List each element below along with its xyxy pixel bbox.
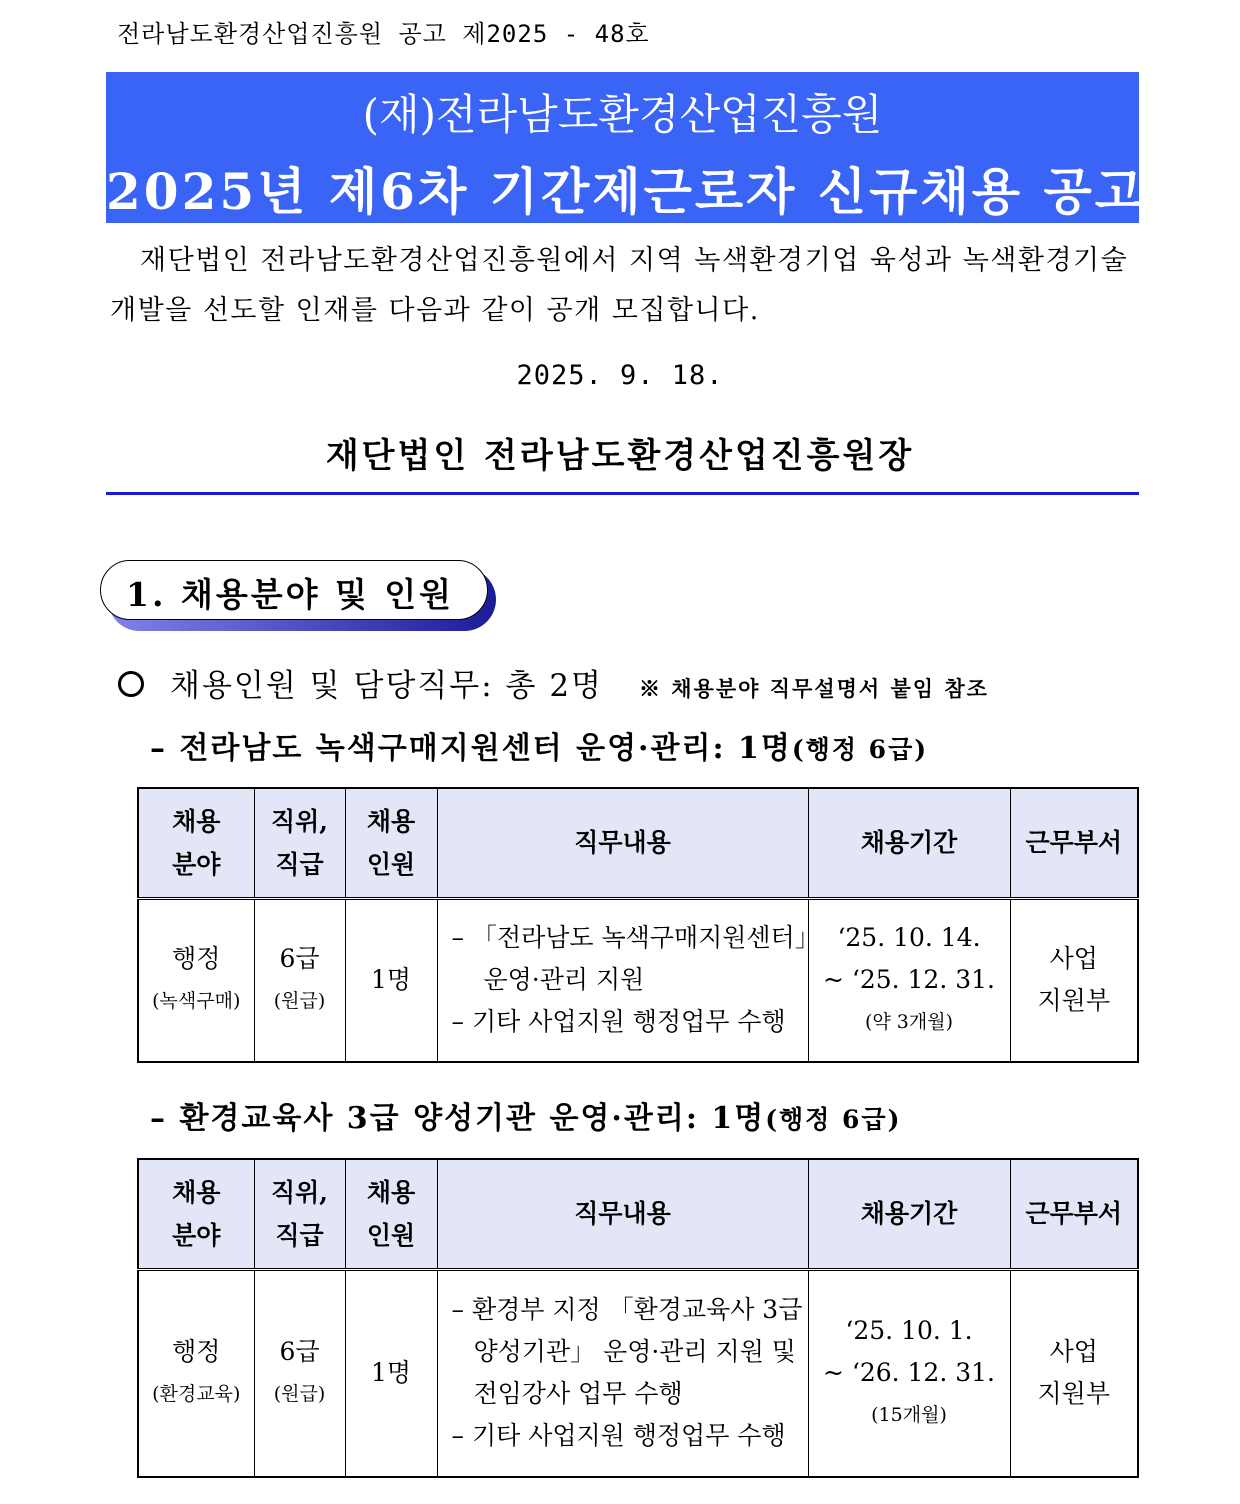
recruit-summary xyxy=(118,660,989,705)
notice-number: 전라남도환경산업진흥원 공고 제2025 - 48호 xyxy=(117,20,650,48)
header-dept: 근무부서 xyxy=(1010,1159,1138,1269)
header-rank: 직위, 직급 xyxy=(254,1159,345,1269)
issuer-name: 재단법인 전라남도환경산업진흥원장 xyxy=(325,436,915,476)
cell-count: 1명 xyxy=(345,898,437,1062)
position-subtitle-2 xyxy=(150,1093,901,1137)
header-period: 채용기간 xyxy=(808,788,1010,898)
header-count: 채용 인원 xyxy=(345,1159,437,1269)
header-dept: 근무부서 xyxy=(1010,788,1138,898)
position-subtitle-1 xyxy=(150,723,928,767)
cell-period: ‘25. 10. 14. ~ ‘25. 12. 31. (약 3개월) xyxy=(808,898,1010,1062)
cell-count: 1명 xyxy=(345,1269,437,1477)
position-table-2 xyxy=(137,1158,1139,1478)
circle-bullet-icon xyxy=(118,671,144,697)
header-field: 채용 분야 xyxy=(138,788,254,898)
header-duties: 직무내용 xyxy=(437,1159,808,1269)
header-duties: 직무내용 xyxy=(437,788,808,898)
position-subtitle-2-grade: (행정 6급) xyxy=(765,1105,902,1134)
cell-field: 행정 (환경교육) xyxy=(138,1269,254,1477)
header-count: 채용 인원 xyxy=(345,788,437,898)
header-rank: 직위, 직급 xyxy=(254,788,345,898)
divider xyxy=(106,492,1139,495)
cell-period: ‘25. 10. 1. ~ ‘26. 12. 31. (15개월) xyxy=(808,1269,1010,1477)
recruit-summary-text: 채용인원 및 담당직무: 총 2명 xyxy=(170,668,603,704)
intro-paragraph: 재단법인 전라남도환경산업진흥원에서 지역 녹색환경기업 육성과 녹색환경기술 개발을 선도할 인재를 다음과 같이 공개 모집합니다. xyxy=(110,245,1129,326)
notice-date: 2025. 9. 18. xyxy=(516,360,724,391)
cell-duties: – 「전라남도 녹색구매지원센터」 운영·관리 지원 – 기타 사업지원 행정업무 수행 xyxy=(437,898,808,1062)
title-banner xyxy=(106,72,1147,223)
cell-field: 행정 (녹색구매) xyxy=(138,898,254,1062)
cell-duties: – 환경부 지정 「환경교육사 3급 양성기관」 운영·관리 지원 및 전임강사 업무 수행 – 기타 사업지원 행정업무 수행 xyxy=(437,1269,808,1477)
banner-title: 2025년 제6차 기간제근로자 신규채용 공고 xyxy=(106,162,1147,221)
cell-dept: 사업 지원부 xyxy=(1010,898,1138,1062)
cell-rank: 6급 (원급) xyxy=(254,1269,345,1477)
header-period: 채용기간 xyxy=(808,1159,1010,1269)
cell-dept: 사업 지원부 xyxy=(1010,1269,1138,1477)
section-title: 1. 채용분야 및 인원 xyxy=(126,575,455,614)
position-subtitle-1-grade: (행정 6급) xyxy=(791,735,929,764)
banner-org: (재)전라남도환경산업진흥원 xyxy=(362,90,883,139)
header-field: 채용 분야 xyxy=(138,1159,254,1269)
position-subtitle-1-text: – 전라남도 녹색구매지원센터 운영·관리: 1명 xyxy=(150,731,792,766)
position-subtitle-2-text: – 환경교육사 3급 양성기관 운영·관리: 1명 xyxy=(150,1101,766,1136)
reference-note: ※ 채용분야 직무설명서 붙임 참조 xyxy=(639,676,989,701)
position-table-1 xyxy=(137,787,1139,1063)
cell-rank: 6급 (원급) xyxy=(254,898,345,1062)
